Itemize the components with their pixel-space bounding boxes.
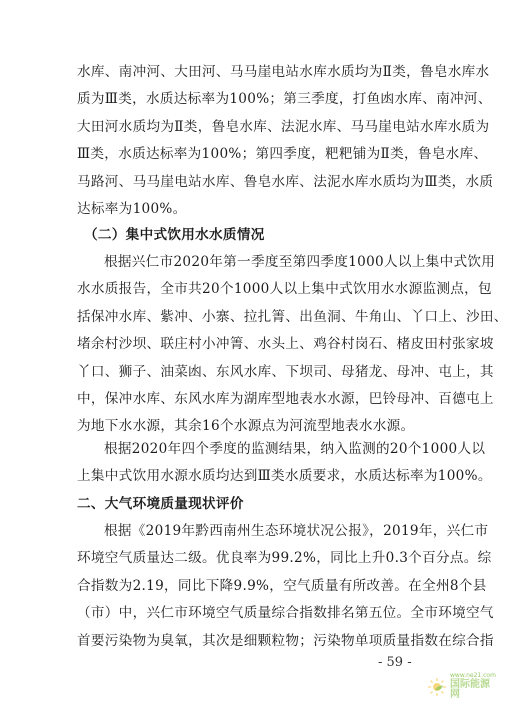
paragraph-monitoring-results — [77, 436, 492, 491]
text-line: 根据兴仁市2020年第一季度至第四季度1000人以上集中式饮用 — [104, 254, 496, 270]
text-line: 上集中式饮用水源水质均达到Ⅲ类水质要求，水质达标率为100%。 — [77, 468, 492, 485]
text-line: 环境空气质量达二级。优良率为99.2%，同比上升0.3个百分点。综 — [77, 550, 492, 567]
text-line: （市）中，兴仁市环境空气质量综合指数排名第五位。全市环境空气 — [77, 605, 494, 622]
text-line: 达标率为100%。 — [77, 200, 187, 217]
text-line: 马路河、马马崖电站水库、鲁皂水库、法泥水库水质均为Ⅲ类，水质 — [77, 173, 494, 190]
sun-leaf-logo-icon — [427, 677, 447, 697]
text-line: 水水质报告，全市共20个1000人以上集中式饮用水水源监测点，包 — [77, 281, 492, 298]
text-line: 质为Ⅲ类，水质达标率为100%；第三季度，打鱼凼水库、南冲河、 — [77, 91, 492, 108]
text-line: 水库、南冲河、大田河、马马崖电站水库水质均为Ⅱ类，鲁皂水库水 — [77, 64, 490, 80]
watermark-text — [450, 673, 497, 700]
section-heading-drinking-water — [84, 222, 440, 249]
watermark-logo — [427, 670, 497, 704]
text-line: 堵余村沙坝、联庄村小冲箐、水头上、鸡谷村岗石、楮皮田村张家坡 — [77, 336, 494, 353]
text-line: 中，保冲水库、东风水库为湖库型地表水水源，巴铃母冲、百德屯上 — [77, 390, 494, 407]
text-line: 丫口、狮子、油菜凼、东风水库、下坝司、母猪龙、母冲、屯上，其 — [77, 363, 494, 380]
section-heading: （二）集中式饮用水水质情况 — [84, 227, 265, 243]
text-line: 根据2020年四个季度的监测结果，纳入监测的20个1000人以 — [104, 441, 486, 457]
paragraph-air-quality — [77, 518, 494, 655]
watermark-name: 国际能源网 — [450, 678, 490, 701]
text-line: Ⅲ类，水质达标率为100%；第四季度，粑粑铺为Ⅱ类，鲁皂水库、 — [77, 146, 488, 163]
text-line: 大田河水质均为Ⅱ类，鲁皂水库、法泥水库、马马崖电站水库水质为 — [77, 118, 490, 135]
watermark-site: www.ne21.com — [450, 672, 496, 680]
section-heading-air-quality — [77, 491, 433, 518]
text-line: 括保冲水库、紫冲、小寨、拉扎箐、出鱼洞、牛角山、丫口上、沙田、 — [77, 308, 508, 325]
text-line: 为地下水水源，其余16个水源点为河流型地表水水源。 — [77, 418, 415, 435]
text-line: 合指数为2.19，同比下降9.9%，空气质量有所改善。在全州8个县 — [77, 577, 487, 594]
text-line: 首要污染物为臭氧，其次是细颗粒物；污染物单项质量指数在综合指 — [77, 632, 494, 649]
page-number: - 59 - — [378, 655, 412, 670]
paragraph-water-quality-quarters — [77, 59, 494, 223]
section-heading: 二、大气环境质量现状评价 — [77, 496, 244, 512]
paragraph-drinking-water-sources — [77, 249, 508, 441]
text-line: 根据《2019年黔西南州生态环境状况公报》，2019年，兴仁市 — [104, 523, 489, 539]
